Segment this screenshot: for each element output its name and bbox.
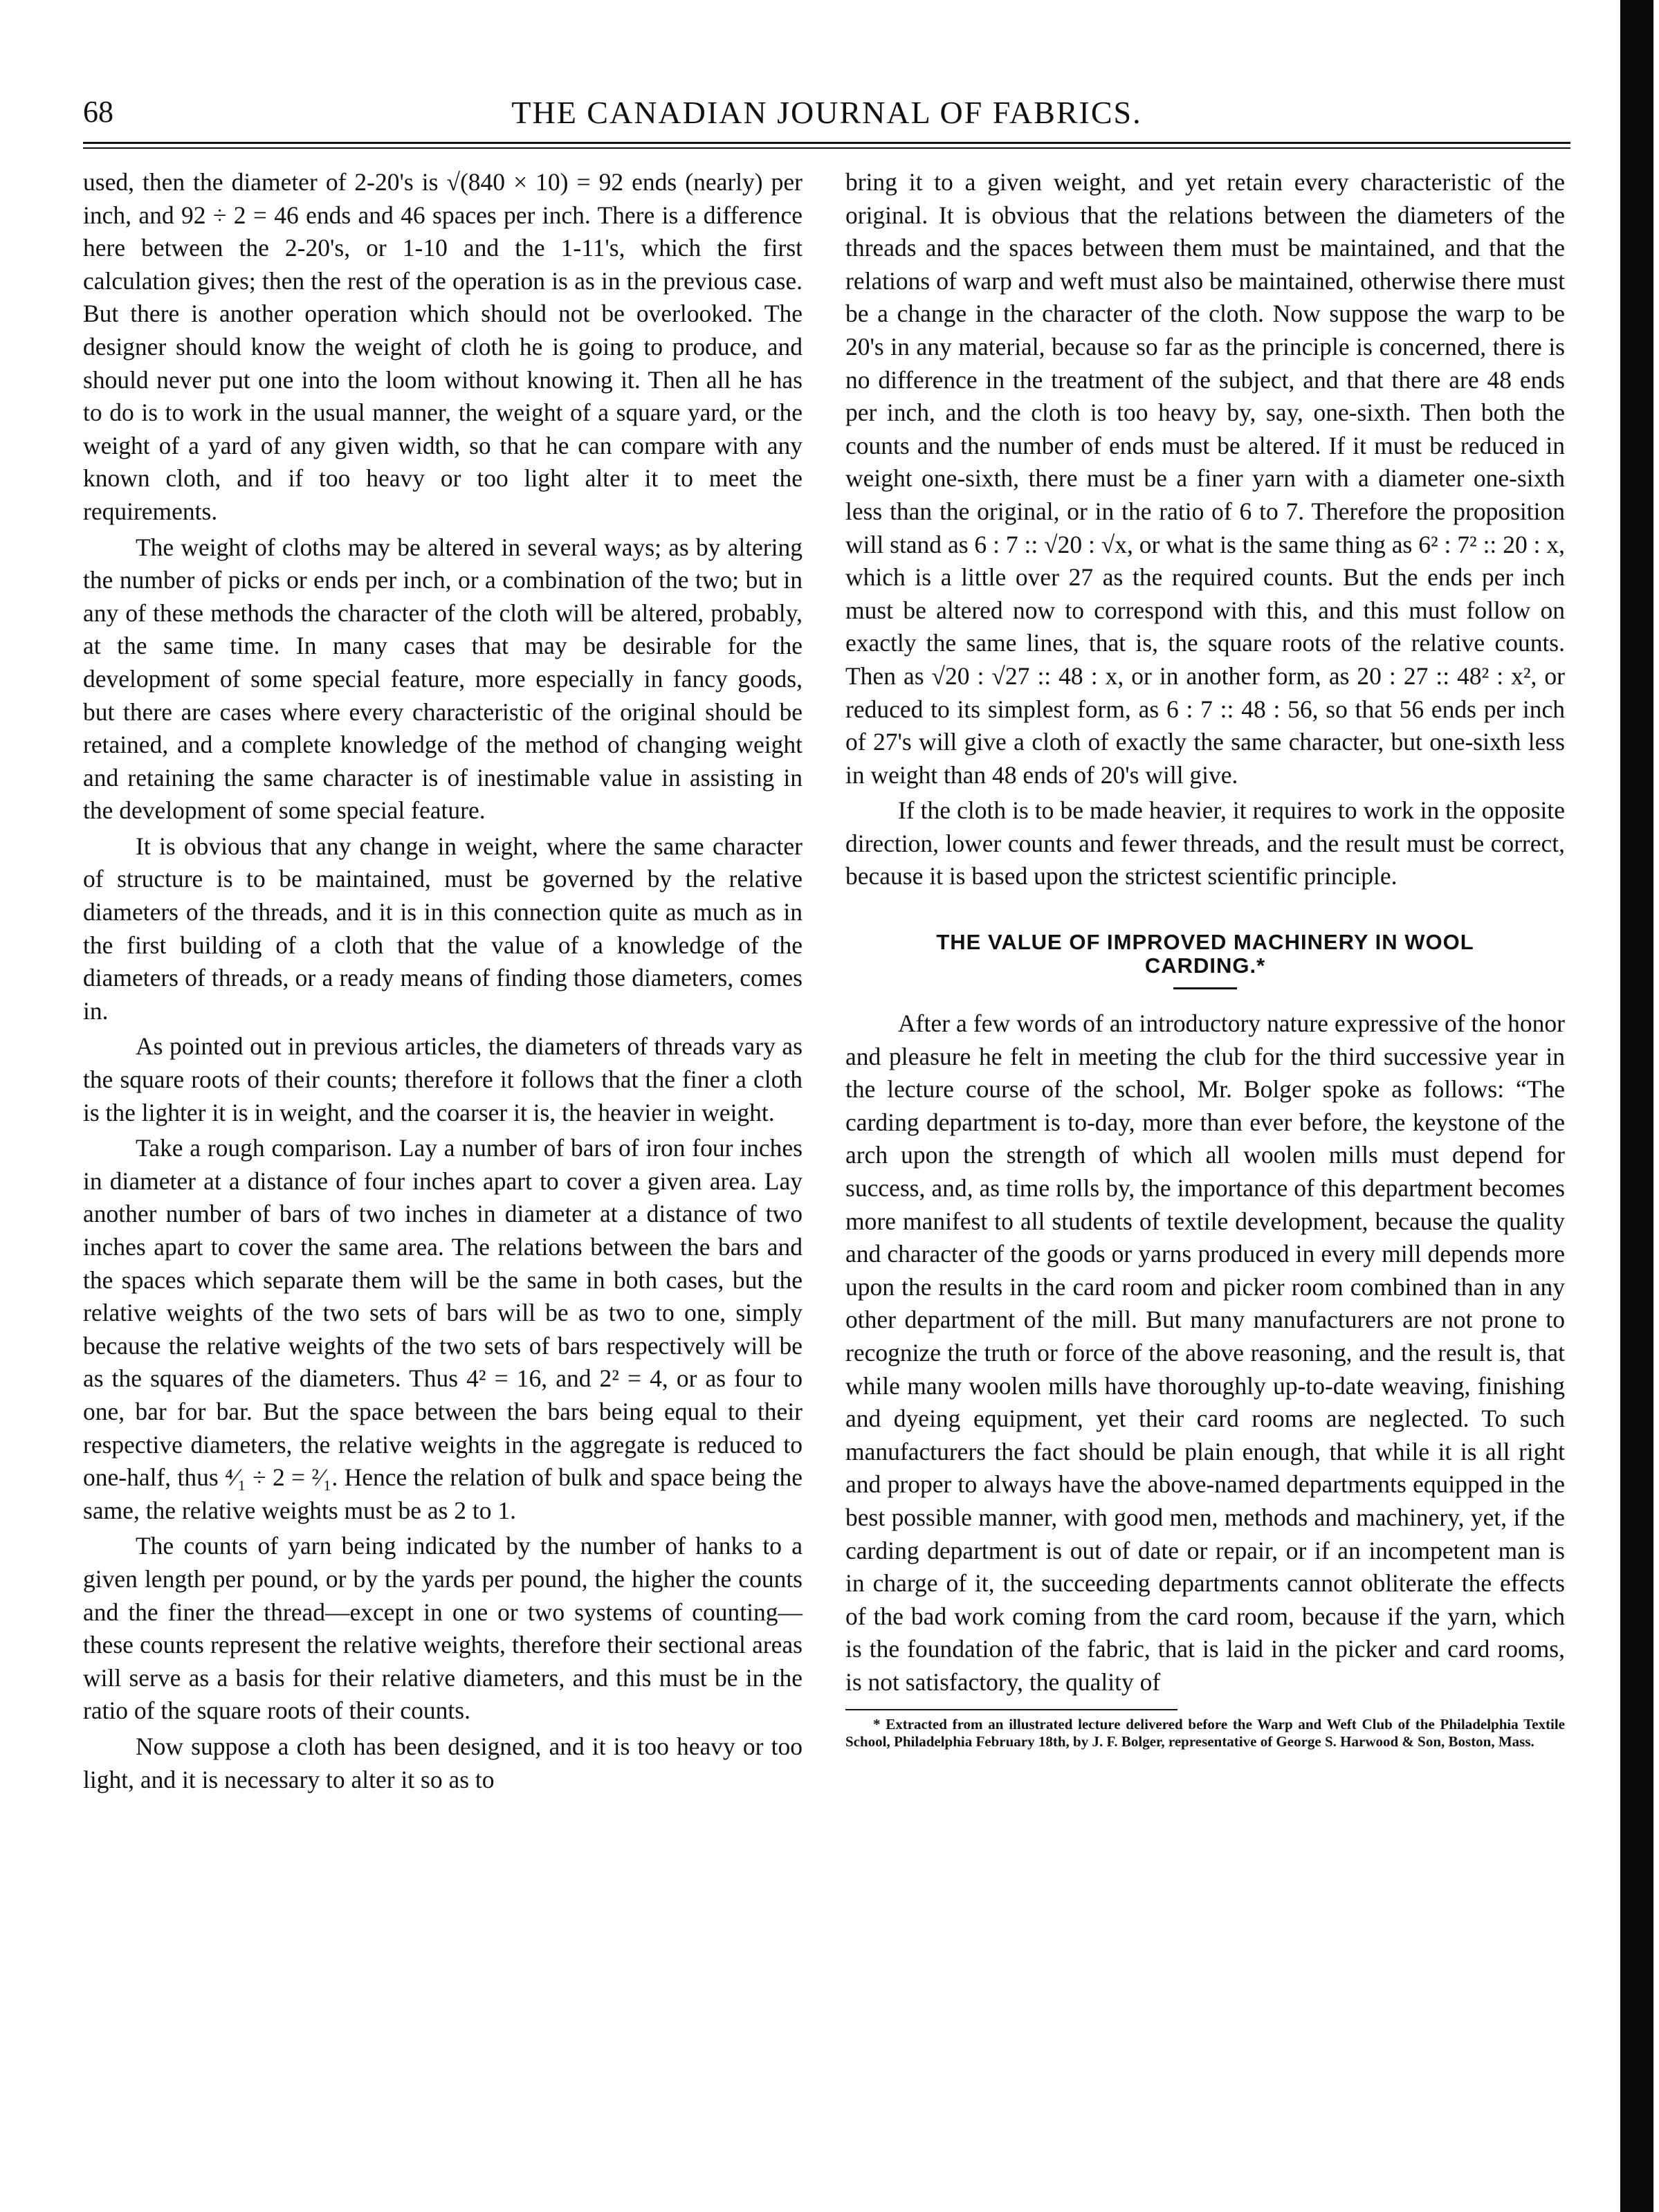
paragraph: The counts of yarn being indicated by the number of hanks to a given length per pound, or by the yards per pound, the higher the counts and the finer the thread—except in one or two systems of counting—these counts represent the relative weights, therefore their sectional areas will serve as a basis for their relative diameters, and this must be in the ratio of the square roots of their counts. xyxy=(83,1532,803,1725)
paragraph: As pointed out in previous articles, the diameters of threads vary as the square roots of their counts; therefore it follows that the finer a cloth is the lighter it is in weight, and the coarser it is, the heavier in weight. xyxy=(83,1032,803,1126)
journal-title: THE CANADIAN JOURNAL OF FABRICS. xyxy=(511,95,1142,130)
right-column xyxy=(845,166,1565,1751)
paragraph: If the cloth is to be made heavier, it requires to work in the opposite direction, lower counts and fewer threads, and the result must be correct, because it is based upon the strictest scientific principle. xyxy=(845,796,1565,890)
paragraph: It is obvious that any change in weight, where the same character of structure is to be maintained, must be governed by the relative diameters of the threads, and it is in this connection quite as much as in the first building of a cloth that the value of a knowledge of the diameters of threads, or a ready means of finding those diameters, comes in. xyxy=(83,832,803,1025)
section-title: THE VALUE OF IMPROVED MACHINERY IN WOOL CARDING.* xyxy=(936,930,1474,978)
paragraph: used, then the diameter of 2-20's is √(840 × 10) = 92 ends (nearly) per inch, and 92 ÷ 2 = 46 ends and 46 spaces per inch. There is a difference here between the 2-20's, or 1-10 and the 1-11's, which the first calculation gives; then the rest of the operation is as in the previous case. But there is another operation which should not be overlooked. The designer should know the weight of cloth he is going to produce, and should never put one into the loom without knowing it. Then all he has to do is to work in the usual manner, the weight of a square yard, or the weight of a yard of any given width, so that he can compare with any known cloth, and if too heavy or too light alter it to meet the requirements. xyxy=(83,168,803,525)
paragraph: The weight of cloths may be altered in several ways; as by altering the number of picks or ends per inch, or a combination of the two; but in any of these methods the character of the cloth will be altered, probably, at the same time. In many cases that may be desirable for the development of some special feature, more especially in fancy goods, but there are cases where every characteristic of the original should be retained, and a complete knowledge of the method of changing weight and retaining the same character is of inestimable value in assisting in the development of some special feature. xyxy=(83,533,803,825)
paragraph: Take a rough comparison. Lay a number of bars of iron four inches in diameter at a distance of four inches apart to cover a given area. Lay another number of bars of two inches in diameter at a distance of two inches apart to cover the same area. The relations between the bars and the spaces which separate them will be the same in both cases, but the relative weights of the two sets of bars will be as two to one, simply because the relative weights of the two sets of bars respectively will be as the squares of the diameters. Thus 4² = 16, and 2² = 4, or as four to one, bar for bar. But the space between the bars being equal to their respective diameters, the relative weights in the aggregate is reduced to one-half, thus ⁴⁄₁ ÷ 2 = ²⁄₁. Hence the relation of bulk and space being the same, the relative weights must be as 2 to 1. xyxy=(83,1134,803,1524)
paragraph: After a few words of an introductory nature expressive of the honor and pleasure he felt in meeting the club for the third successive year in the lecture course of the school, Mr. Bolger spoke as follows: “The carding department is to-day, more than ever before, the keystone of the arch upon the strength of which all woolen mills must depend for success, and, as time rolls by, the importance of this department becomes more manifest to all students of textile development, because the quality and character of the goods or yarns produced in every mill depends more upon the results in the card room and picker room combined than in any other department of the mill. But many manufacturers are not prone to recognize the truth or force of the above reasoning, and the result is, that while many woolen mills have thoroughly up-to-date weaving, finishing and dyeing equipment, yet their card rooms are neglected. To such manufacturers the fact should be plain enough, that while it is all right and proper to always have the above-named departments equipped in the best possible manner, with good men, methods and machinery, yet, if the carding department is out of date or repair, or if an incompetent man is in charge of it, the succeeding departments cannot obliterate the effects of the bad work coming from the card room, because if the yarn, which is the foundation of the fabric, that is laid in the picker and card rooms, is not satisfactory, the quality of xyxy=(845,1009,1565,1696)
paragraph: bring it to a given weight, and yet retain every characteristic of the original. It is obvious that the relations between the diameters of the threads and the spaces between them must be maintained, and that the relations of warp and weft must also be maintained, otherwise there must be a change in the character of the cloth. Now suppose the warp to be 20's in any material, because so far as the principle is concerned, there is no difference in the treatment of the subject, and that there are 48 ends per inch, and the cloth is too heavy by, say, one-sixth. Then both the counts and the number of ends must be altered. If it must be reduced in weight one-sixth, there must be a finer yarn with a diameter one-sixth less than the original, or in the ratio of 6 to 7. Therefore the proposition will stand as 6 : 7 :: √20 : √x, or what is the same thing as 6² : 7² :: 20 : x, which is a little over 27 as the required counts. But the ends per inch must be altered now to correspond with this, and this must follow on exactly the same lines, that is, the square roots of the relative counts. Then as √20 : √27 :: 48 : x, or in another form, as 20 : 27 :: 48² : x², or reduced to its simplest form, as 6 : 7 :: 48 : 56, so that 56 ends per inch of 27's will give a cloth of exactly the same character, but one-sixth less in weight than 48 ends of 20's will give. xyxy=(845,168,1565,789)
page-number: 68 xyxy=(83,95,113,129)
title-rule xyxy=(1173,987,1237,989)
left-column xyxy=(83,166,803,1796)
paragraph: Now suppose a cloth has been designed, and it is too heavy or too light, and it is necessary to alter it so as to xyxy=(83,1732,803,1793)
footnote: * Extracted from an illustrated lecture delivered before the Warp and Weft Club of the Philadelphia Textile School, Philadelphia February 18th, by J. F. Bolger, representative of George S. Harwood & Son, Boston, Mass. xyxy=(845,1715,1565,1750)
scan-edge-bar xyxy=(1620,0,1653,2212)
page-header xyxy=(83,94,1570,143)
footnote-rule xyxy=(845,1709,1177,1710)
header-rule xyxy=(83,142,1570,149)
